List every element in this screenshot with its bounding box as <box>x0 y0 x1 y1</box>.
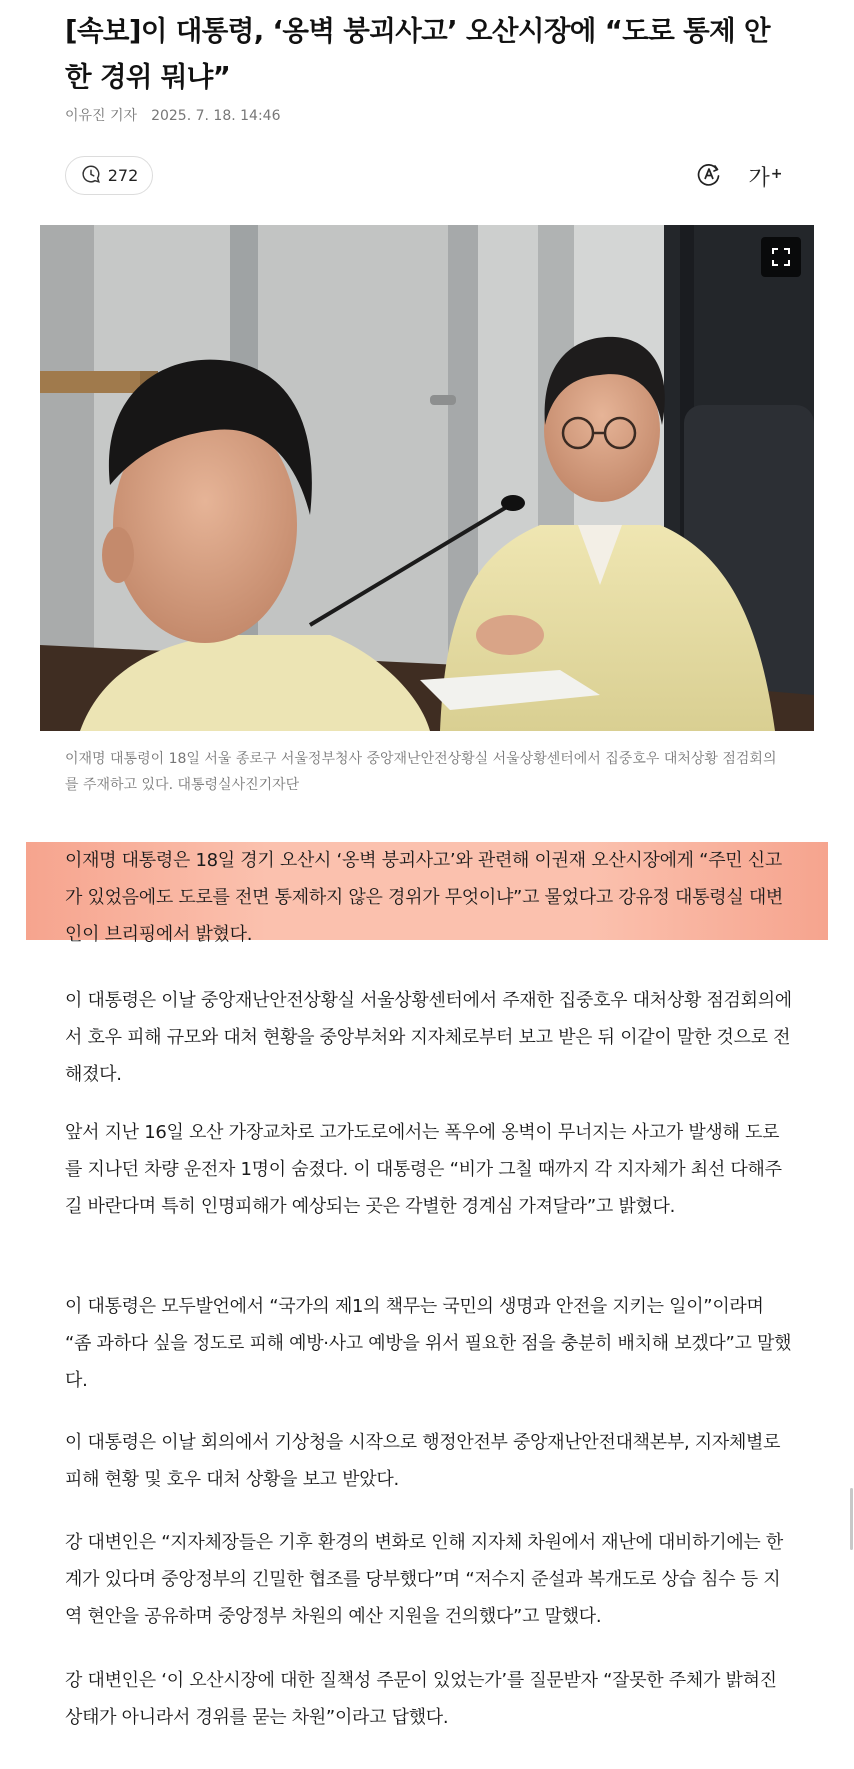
meeting-photo-image <box>40 225 814 731</box>
reporter-name[interactable]: 이유진 기자 <box>65 108 138 124</box>
article-toolbar <box>65 156 785 196</box>
expand-photo-button[interactable] <box>761 237 801 277</box>
font-size-plus: + <box>770 166 783 182</box>
photo-caption: 이재명 대통령이 18일 서울 종로구 서울정부청사 중앙재난안전상황실 서울상황센터에서 집중호우 대처상황 점검회의를 주재하고 있다. 대통령실사진기자단 <box>65 751 777 793</box>
font-size-label: 가 <box>748 165 770 191</box>
speech-bubble-icon <box>80 163 102 189</box>
article-paragraph: 이 대통령은 모두발언에서 “국가의 제1의 책무는 국민의 생명과 안전을 지키는 일이”이라며 “좀 과하다 싶을 정도로 피해 예방·사고 예방을 위서 필요한 점을 충분히 배치해 보겠다”고 말했다. <box>65 1296 792 1391</box>
read-aloud-button[interactable] <box>693 160 725 192</box>
article-title: [속보]이 대통령, ‘옹벽 붕괴사고’ 오산시장에 “도로 통제 안 한 경위 뭐냐” <box>65 15 770 93</box>
article-paragraph: 이재명 대통령은 18일 경기 오산시 ‘옹벽 붕괴사고’와 관련해 이권재 오산시장에게 “주민 신고가 있었음에도 도로를 전면 통제하지 않은 경위가 무엇이냐”고 물었다고 강유정 대통령실 대변인이 브리핑에서 밝혔다. <box>65 850 784 945</box>
font-size-button[interactable] <box>749 160 781 192</box>
read-aloud-icon <box>696 161 722 191</box>
article-paragraph: 이 대통령은 이날 중앙재난안전상황실 서울상황센터에서 주재한 집중호우 대처상황 점검회의에서 호우 피해 규모와 대처 현황을 중앙부처와 지자체로부터 보고 받은 뒤 이같이 말한 것으로 전해졌다. <box>65 990 792 1085</box>
article-photo[interactable] <box>40 225 814 731</box>
article-paragraph: 강 대변인은 ‘이 오산시장에 대한 질책성 주문이 있었는가’를 질문받자 “잘못한 주체가 밝혀진 상태가 아니라서 경위를 묻는 차원”이라고 답했다. <box>65 1670 777 1728</box>
comment-count: 272 <box>107 166 139 185</box>
expand-icon <box>771 247 791 267</box>
comment-button[interactable] <box>65 156 153 195</box>
byline <box>65 105 280 125</box>
article-paragraph: 강 대변인은 “지자체장들은 기후 환경의 변화로 인해 지자체 차원에서 재난에 대비하기에는 한계가 있다며 중앙정부의 긴밀한 협조를 당부했다”며 “저수지 준설과 복개도로 상습 침수 등 지역 현안을 공유하며 중앙정부 차원의 예산 지원을 건의했다”고 말했다. <box>65 1532 784 1627</box>
publish-datetime: 2025. 7. 18. 14:46 <box>151 108 281 124</box>
article-paragraph: 이 대통령은 이날 회의에서 기상청을 시작으로 행정안전부 중앙재난안전대책본부, 지자체별로 피해 현황 및 호우 대처 상황을 보고 받았다. <box>65 1432 781 1490</box>
scrollbar-thumb[interactable] <box>850 1488 853 1550</box>
article-paragraph: 앞서 지난 16일 오산 가장교차로 고가도로에서는 폭우에 옹벽이 무너지는 사고가 발생해 도로를 지나던 차량 운전자 1명이 숨졌다. 이 대통령은 “비가 그칠 때까지 각 지자체가 최선 다해주길 바란다며 특히 인명피해가 예상되는 곳은 각별한 경계심 가져달라”고 밝혔다. <box>65 1122 782 1217</box>
